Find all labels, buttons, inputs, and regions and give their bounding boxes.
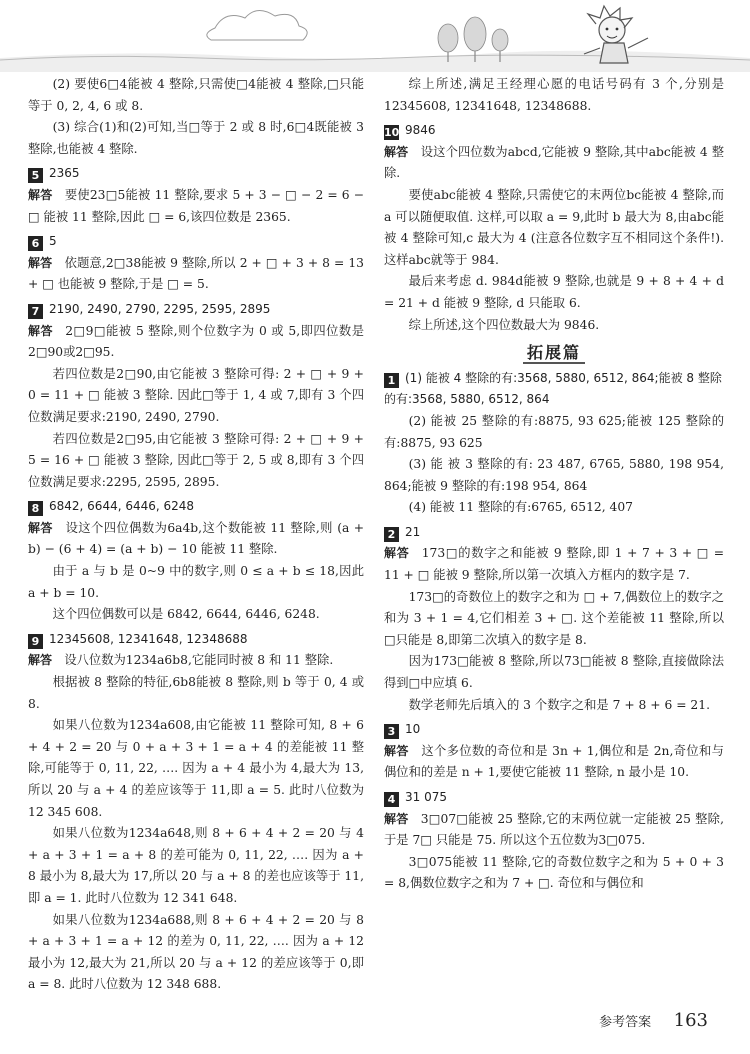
paragraph: 综上所述,满足王经理心愿的电话号码有 3 个,分别是 12345608, 12341648, 12348688. [384,77,724,113]
solution-label: 解答 [384,144,409,159]
page-footer [599,1010,708,1031]
answer-line [384,368,724,411]
solution-text: 设这个四位数为abcd,它能被 9 整除,其中abc能被 4 整除. [384,144,724,181]
paragraph: 要使abc能被 4 整除,只需使它的末两位bc能被 4 整除,而 a 可以随便取值. 这样,可以取 a = 9,此时 b 最大为 8,由abc能被 4 整除可知,c 最大为 4 (注意各位数字互不相同这个条件!). 这样abc就等于 984. [384,187,724,267]
answer-text: 2190, 2490, 2790, 2295, 2595, 2895 [49,301,271,316]
right-column [384,74,724,895]
answer-text: 12345608, 12341648, 12348688 [49,631,248,646]
paragraph: 173□的奇数位上的数字之和为 □ + 7,偶数位上的数字之和为 3 + 1 = 4,它们相差 3 + □. 这个差能被 11 整除,所以□只能是 8,即第二次填入的数字是 8. [384,589,724,647]
answer-text: 9846 [405,123,436,138]
solution-text: 2□9□能被 5 整除,则个位数字为 0 或 5,即四位数是 2□90或2□95. [28,323,364,360]
paragraph: 综上所述,这个四位数最大为 9846. [408,317,600,332]
question-number-badge: 7 [28,304,43,319]
solution-paragraph [384,741,724,784]
solution-paragraph [384,142,724,185]
solution-label: 解答 [384,743,409,758]
solution-paragraph [384,543,724,586]
solution-text: 设这个四位偶数为6a4b,这个数能被 11 整除,则 (a + b) − (6 + 4) = (a + b) − 10 能被 11 整除. [28,520,364,557]
answer-text: 6842, 6644, 6446, 6248 [49,499,195,514]
paragraph: (2) 能被 25 整除的有:8875, 93 625;能被 125 整除的有:8875, 93 625 [384,413,724,450]
question-number-badge: 1 [384,373,399,388]
footer-label: 参考答案 [599,1015,652,1030]
answer-text: 2365 [49,166,80,181]
paragraph: 根据被 8 整除的特征,6b8能被 8 整除,则 b 等于 0, 4 或 8. [28,675,364,711]
solution-paragraph [28,185,364,228]
solution-paragraph [28,253,364,296]
question-number-badge: 5 [28,168,43,183]
answer-line [384,787,724,809]
solution-paragraph [384,809,724,852]
answer-line [28,163,364,185]
solution-paragraph [28,321,364,364]
answer-line [384,120,724,142]
question-number-badge: 10 [384,126,400,140]
paragraph: 这个四位偶数可以是 6842, 6644, 6446, 6248. [52,607,320,622]
paragraph: (4) 能被 11 整除的有:6765, 6512, 407 [408,500,634,515]
solution-paragraph [28,518,364,561]
solution-label: 解答 [384,546,410,561]
solution-label: 解答 [28,653,53,668]
question-number-badge: 9 [28,634,43,649]
answer-line [28,299,364,321]
solution-text: 设八位数为1234a6b8,它能同时被 8 和 11 整除. [64,653,334,668]
solution-label: 解答 [28,323,53,338]
left-column [28,74,364,996]
answer-line [28,231,364,253]
paragraph: 如果八位数为1234a688,则 8 + 6 + 4 + 2 = 20 与 8 + a + 3 + 1 = a + 12 的差为 0, 11, 22, …. 因为 a + 12 最小为 12,最大为 21,所以 20 与 a + 12 的差应该等于 0,即 a = 8. 此时八位数为 12 348 688. [28,912,364,992]
solution-label: 解答 [28,520,53,535]
paragraph: 因为173□能被 8 整除,所以73□能被 8 整除,直接做除法得到□中应填 6. [384,654,724,691]
paragraph: (2) 要使6□4能被 4 整除,只需使□4能被 4 整除,□只能等于 0, 2, 4, 6 或 8. [28,77,364,113]
paragraph: 若四位数是2□90,由它能被 3 整除可得: 2 + □ + 9 + 0 = 11 + □ 能被 3 整除. 因此□等于 1, 4 或 7,即有 3 个四位数满足要求:2190, 2490, 2790. [28,366,364,424]
solution-paragraph [28,650,364,672]
solution-label: 解答 [28,255,53,270]
answer-text: 31 075 [405,790,447,804]
answer-line [384,719,724,741]
page-number: 163 [673,1010,708,1031]
answer-text: 21 [405,524,421,539]
question-number-badge: 3 [384,724,399,739]
answer-line [28,629,364,651]
paragraph: 如果八位数为1234a608,由它能被 11 整除可知, 8 + 6 + 4 + 2 = 20 与 0 + a + 3 + 1 = a + 4 的差能被 11 整除,可能等于 0, 11, 22, …. 因为 a + 4 最小为 4,最大为 13,所以 20 与 a + 4 的差应该等于 11,即 a = 5. 此时八位数为 12 345 608. [28,718,364,819]
section-title [384,342,724,364]
solution-text: 173□的数字之和能被 9 整除,即 1 + 7 + 3 + □ = 11 + □ 能被 9 整除,所以第一次填入方框内的数字是 7. [384,546,724,583]
header-illustration [0,0,750,72]
answer-text: (1) 能被 4 整除的有:3568, 5880, 6512, 864;能被 8 整除的有:3568, 5880, 6512, 864 [384,370,722,407]
paragraph: 若四位数是2□95,由它能被 3 整除可得: 2 + □ + 9 + 5 = 16 + □ 能被 3 整除, 因此□等于 2, 5 或 8,即有 3 个四位数满足要求:2295, 2595, 2895. [28,431,364,489]
solution-text: 3□07□能被 25 整除,它的末两位就一定能被 25 整除,于是 7□ 只能是 75. 所以这个五位数为3□075. [384,811,724,848]
solution-text: 这个多位数的奇位和是 3n + 1,偶位和是 2n,奇位和与偶位和的差是 n + 1,要使它能被 11 整除, n 最小是 10. [384,743,724,780]
answer-text: 5 [49,234,57,249]
answer-text: 10 [405,722,421,737]
question-number-badge: 4 [384,792,399,807]
paragraph: 由于 a 与 b 是 0~9 中的数字,则 0 ≤ a + b ≤ 18,因此 a + b = 10. [28,564,364,600]
solution-text: 依题意,2□38能被 9 整除,所以 2 + □ + 3 + 8 = 13 + □ 也能被 9 整除,于是 □ = 5. [28,255,364,292]
answer-line [384,522,724,544]
section-title-text: 拓展篇 [523,343,585,364]
paragraph: 3□075能被 11 整除,它的奇数位数字之和为 5 + 0 + 3 = 8,偶数位数字之和为 7 + □. 奇位和与偶位和 [384,854,724,891]
question-number-badge: 8 [28,501,43,516]
paragraph: 数学老师先后填入的 3 个数字之和是 7 + 8 + 6 = 21. [408,697,710,712]
solution-label: 解答 [28,187,53,202]
paragraph: (3) 综合(1)和(2)可知,当□等于 2 或 8 时,6□4既能被 3 整除,也能被 4 整除. [28,120,364,156]
question-number-badge: 2 [384,527,399,542]
solution-text: 要使23□5能被 11 整除,要求 5 + 3 − □ − 2 = 6 − □ 能被 11 整除,因此 □ = 6,该四位数是 2365. [28,187,364,224]
paragraph: 最后来考虑 d. 984d能被 9 整除,也就是 9 + 8 + 4 + d = 21 + d 能被 9 整除, d 只能取 6. [384,274,724,310]
question-number-badge: 6 [28,236,43,251]
paragraph: (3) 能 被 3 整除的有: 23 487, 6765, 5880, 198 954, 864;能被 9 整除的有:198 954, 864 [384,457,724,493]
solution-label: 解答 [384,811,409,826]
answer-line [28,496,364,518]
paragraph: 如果八位数为1234a648,则 8 + 6 + 4 + 2 = 20 与 4 + a + 3 + 1 = a + 8 的差可能为 0, 11, 22, …. 因为 a + 8 最小为 8,最大为 17,所以 20 与 a + 8 的差也应该等于 11,即 a = 1. 此时八位数为 12 341 648. [28,826,364,905]
